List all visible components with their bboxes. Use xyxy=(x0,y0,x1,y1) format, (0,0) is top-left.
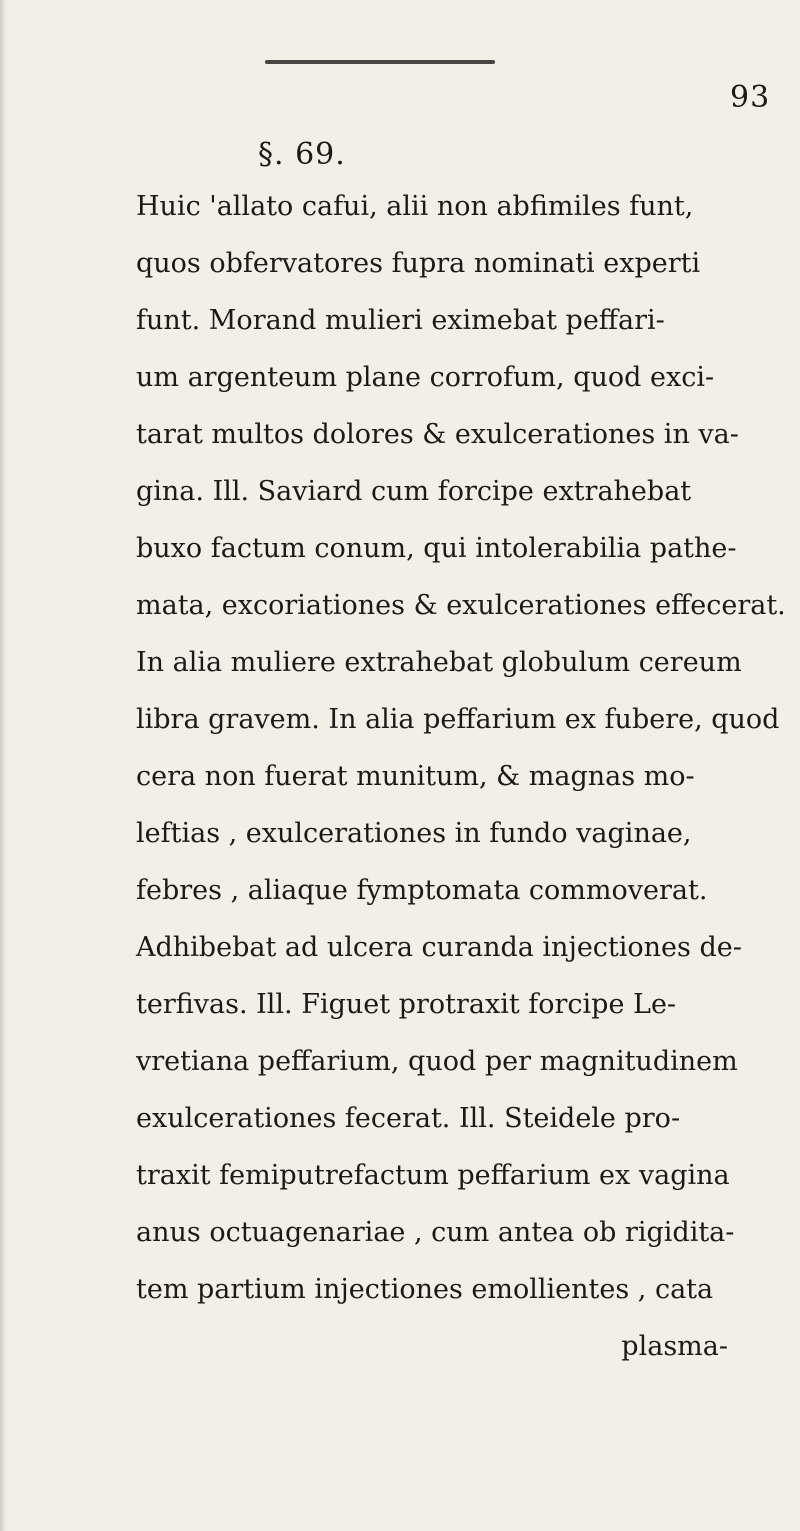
section-heading: §. 69. xyxy=(258,137,346,172)
page-edge-shadow xyxy=(0,0,6,1531)
text-line: buxo factum conum, qui intolerabilia pathe- xyxy=(136,533,737,564)
text-line: Huic 'allato cafui, alii non abfimiles funt, xyxy=(136,191,694,222)
text-line: leftias , exulcerationes in fundo vaginae, xyxy=(136,818,692,849)
body-text xyxy=(136,178,786,1375)
text-line: In alia muliere extrahebat globulum cereum xyxy=(136,647,742,678)
text-line: mata, excoriationes & exulcerationes effecerat. xyxy=(136,590,786,621)
text-line: quos obfervatores fupra nominati experti xyxy=(136,248,701,279)
text-line: exulcerationes fecerat. Ill. Steidele pro- xyxy=(136,1103,681,1134)
text-line: cera non fuerat munitum, & magnas mo- xyxy=(136,761,695,792)
text-line: traxit femiputrefactum peffarium ex vagina xyxy=(136,1160,730,1191)
text-line: anus octuagenariae , cum antea ob rigidita- xyxy=(136,1217,735,1248)
text-line: libra gravem. In alia peffarium ex fubere, quod xyxy=(136,704,780,735)
text-line: Adhibebat ad ulcera curanda injectiones de- xyxy=(136,932,742,963)
text-line: terfivas. Ill. Figuet protraxit forcipe Le- xyxy=(136,989,677,1020)
text-line: funt. Morand mulieri eximebat peffari- xyxy=(136,305,665,336)
text-line: vretiana peffarium, quod per magnitudinem xyxy=(136,1046,738,1077)
text-line: tem partium injectiones emollientes , cata xyxy=(136,1274,714,1305)
text-line: febres , aliaque fymptomata commoverat. xyxy=(136,875,708,906)
page-number: 93 xyxy=(730,80,771,115)
header-rule xyxy=(265,60,495,64)
text-line: gina. Ill. Saviard cum forcipe extrahebat xyxy=(136,476,692,507)
text-line: tarat multos dolores & exulcerationes in va- xyxy=(136,419,739,450)
text-line: um argenteum plane corrofum, quod exci- xyxy=(136,362,715,393)
text-line-catchword: plasma- xyxy=(621,1331,728,1362)
